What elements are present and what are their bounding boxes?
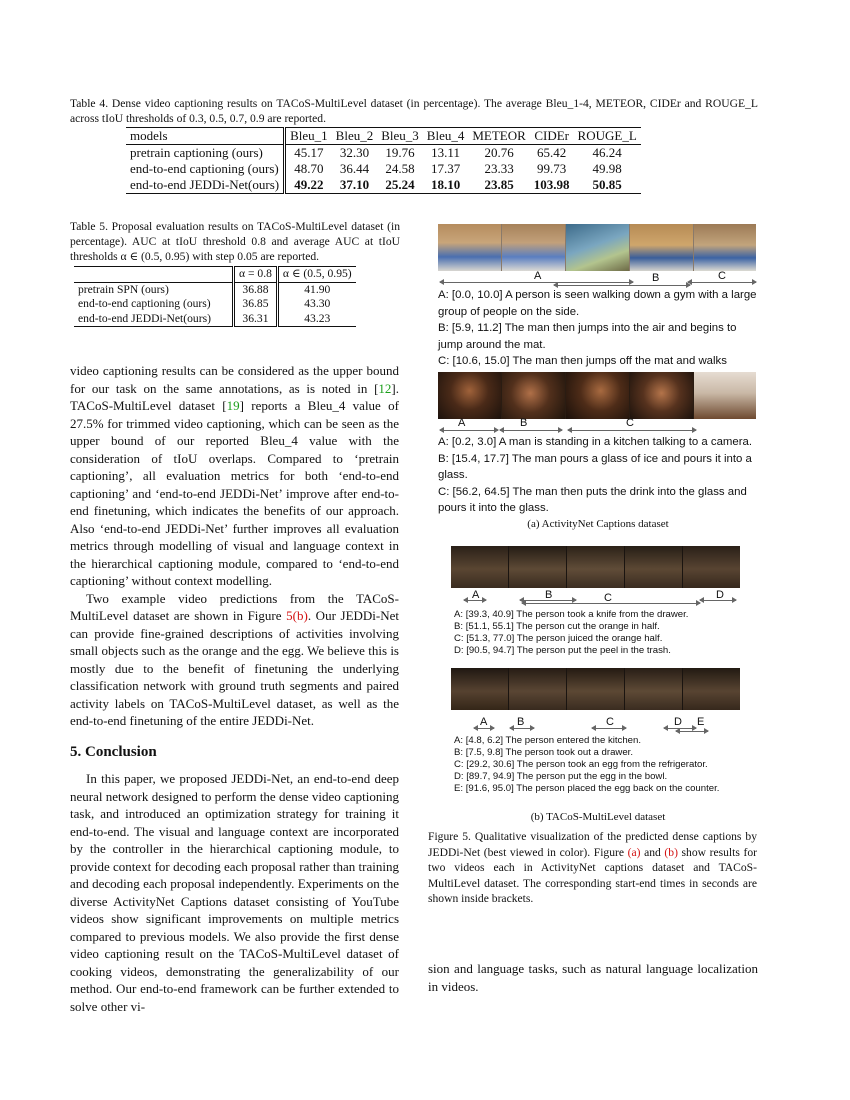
- segment-label: D: [716, 589, 724, 601]
- text-run: video captioning results can be considered as the upper bound for our task on the same annotations, as is noted in [: [70, 363, 399, 396]
- caption-line: D: [90.5, 94.7] The person put the peel in the trash.: [454, 645, 671, 656]
- table-cell: pretrain SPN (ours): [78, 282, 169, 296]
- text-run: ]. TACoS-MultiLevel dataset [: [70, 380, 399, 413]
- video-frame: [625, 668, 682, 710]
- segment-label: B: [652, 272, 660, 284]
- table-cell: 36.85: [234, 297, 278, 312]
- text-run: . Our JEDDi-Net can provide fine-grained descriptions of activities involving small objects such as the orange and the egg. We believe this is mostly due to the benefit of finetuning the underlying classification network with ground truth segments and paired activity labels on TACoS-MultiLevel dataset, as well as the end-to-end finetuning of the entire JEDDi-Net.: [70, 608, 399, 728]
- segment-arrow: [688, 282, 756, 283]
- segment-arrow: [568, 430, 696, 431]
- paragraph: [70, 590, 399, 730]
- segment-label: B: [520, 417, 528, 429]
- table-row: [126, 145, 641, 162]
- segment-label: A: [480, 716, 488, 728]
- segment-label: D: [674, 716, 682, 728]
- video-frame: [683, 668, 740, 710]
- caption-line: C: [56.2, 64.5] The man then puts the drink into the glass and pours it into the glass.: [438, 485, 747, 514]
- paragraph: sion and language tasks, such as natural language localization in videos.: [428, 961, 758, 994]
- video-frame: [566, 224, 629, 271]
- video-frame: [567, 668, 624, 710]
- paragraph: In this paper, we proposed JEDDi-Net, an end-to-end deep neural network designed to perform the dense video captioning task, and introduced an optimization strategy for training it end-to-end. The visual and language context are incorporated by the controller in the hierarchical captioning module, to provide context for decoding each proposal rather than training and decoding each proposal independently. Experiments on the diverse ActivityNet Captions dataset consisting of YouTube videos show significant improvements on multiple metrics compared to previous models. We also provide the first dense video captioning result on the TACoS-MultiLevel dataset of cooking videos, demonstrating the generalizability of our method. Our end-to-end framework can be further extended to solve other vi-: [70, 771, 399, 1014]
- table-cell-bold: 49.22: [294, 177, 324, 192]
- subfigure-a-caption: (a) ActivityNet Captions dataset: [527, 518, 669, 530]
- segment-label: E: [697, 716, 705, 728]
- video-frame: [451, 546, 508, 588]
- table-cell: end-to-end JEDDi-Net(ours): [74, 312, 234, 327]
- figure-ref-link[interactable]: 5(b): [286, 608, 308, 623]
- video-frame: [566, 372, 629, 419]
- segment-arrow: [554, 285, 690, 286]
- caption-line: C: [51.3, 77.0] The person juiced the orange half.: [454, 633, 663, 644]
- table4-header-cell: CIDEr: [530, 128, 574, 145]
- table-cell: 48.70: [285, 161, 332, 177]
- caption-line: D: [89.7, 94.9] The person put the egg in the bowl.: [454, 771, 668, 782]
- table-cell-bold: 50.85: [592, 177, 622, 192]
- table-cell: [530, 177, 574, 194]
- caption-line: B: [5.9, 11.2] The man then jumps into the air and begins to jump around the mat.: [438, 322, 737, 351]
- text-run: Two example video predictions from the TACoS-MultiLevel dataset are shown in Figure: [70, 590, 399, 623]
- caption-line: A: [0.0, 10.0] A person is seen walking down a gym with a large group of people on the side.: [438, 289, 757, 318]
- caption-line: B: [51.1, 55.1] The person cut the orange in half.: [454, 621, 660, 632]
- table-row: [74, 282, 356, 297]
- video1-frames: [438, 224, 756, 271]
- video-frame: [630, 224, 693, 271]
- video-frame: [451, 668, 508, 710]
- table5: [74, 266, 356, 327]
- segment-label: C: [606, 716, 614, 728]
- table-cell: end-to-end JEDDi-Net(ours): [126, 177, 285, 194]
- right-column-text: [428, 960, 758, 995]
- caption-line: E: [91.6, 95.0] The person placed the egg back on the counter.: [454, 783, 720, 794]
- video-frame: [438, 372, 501, 419]
- table5-caption: Table 5. Proposal evaluation results on TACoS-MultiLevel dataset (in percentage). AUC at tIoU threshold 0.8 and average AUC at tIoU thresholds α ∈ (0.5, 0.95) with step 0.05 are reported.: [70, 220, 400, 263]
- table-cell: [423, 177, 469, 194]
- segment-arrow: [474, 728, 494, 729]
- table-cell: 20.76: [484, 145, 514, 160]
- table4-caption: Table 4. Dense video captioning results on TACoS-MultiLevel dataset (in percentage). The average Bleu_1-4, METEOR, CIDEr and ROUGE_L across tIoU thresholds of 0.3, 0.5, 0.7, 0.9 are reported.: [70, 97, 758, 125]
- segment-label: B: [517, 716, 525, 728]
- table4-header-cell: METEOR: [468, 128, 529, 145]
- segment-arrow: [510, 728, 534, 729]
- video-frame: [438, 224, 501, 271]
- table-cell: 24.58: [385, 161, 415, 176]
- figure-ref-link[interactable]: (b): [664, 845, 678, 859]
- text-run: ] reports a Bleu_4 value of 27.5% for trimmed video captioning, which can be seen as the upper bound of our reported Bleu_4 value with the consideration of tIoU overlaps. Compared to ‘pretrain captioning’, all evaluation metrics for both ‘end-to-end captioning’ and ‘end-to-end JEDDi-Net’ improve after end-to-end finetuning, which indicates the benefits of our approach. Also ‘end-to-end JEDDi-Net’ further improves all evaluation metrics through modelling of visual and language context in the hierarchical captioning module, compared to ‘end-to-end captioning’ without context modelling.: [70, 398, 399, 588]
- table-cell: 36.31: [234, 312, 278, 327]
- video-frame: [683, 546, 740, 588]
- segment-arrow: [592, 728, 626, 729]
- table-cell: 49.98: [592, 161, 622, 176]
- table-cell: 13.11: [431, 145, 460, 160]
- table4-header-cell: ROUGE_L: [574, 128, 641, 145]
- video4-captions: [454, 735, 754, 795]
- segment-label: C: [626, 417, 634, 429]
- text-run: Figure 5. Qualitative visualization of the predicted dense captions by JEDDi-Net (best viewed in color). Figure: [428, 830, 757, 859]
- table4-header-cell: Bleu_4: [423, 128, 469, 145]
- table5-header-cell: α ∈ (0.5, 0.95): [277, 267, 355, 283]
- figure-ref-link[interactable]: (a): [627, 845, 641, 859]
- video-frame: [694, 372, 756, 419]
- table-cell: [332, 177, 378, 194]
- table5-header-row: [74, 267, 356, 283]
- table-cell: 36.44: [339, 161, 370, 176]
- segment-arrow: [440, 282, 633, 283]
- table-cell-bold: 23.85: [484, 177, 514, 192]
- video-frame: [694, 224, 756, 271]
- video3-frames: [451, 546, 740, 588]
- table4-header-cell: Bleu_3: [377, 128, 423, 145]
- video-frame: [567, 546, 624, 588]
- table-cell: 43.30: [304, 297, 331, 310]
- table-cell: end-to-end captioning (ours): [78, 297, 211, 310]
- video2-captions: [438, 434, 758, 517]
- table-cell: [468, 177, 529, 194]
- segment-label: A: [458, 417, 466, 429]
- citation-link[interactable]: 12: [378, 380, 392, 396]
- table-cell: 17.37: [430, 161, 461, 176]
- table-cell: 36.88: [234, 282, 278, 297]
- video-frame: [502, 224, 565, 271]
- video3-captions: [454, 609, 754, 657]
- table-cell: 32.30: [339, 145, 370, 160]
- table4: [126, 127, 641, 194]
- caption-line: A: [0.2, 3.0] A man is standing in a kitchen talking to a camera.: [438, 436, 753, 448]
- table-cell: end-to-end captioning (ours): [130, 161, 279, 176]
- table5-header-cell: [74, 267, 234, 283]
- segment-arrow: [440, 430, 498, 431]
- table-cell: [574, 177, 641, 194]
- table-cell-bold: 103.98: [533, 177, 570, 192]
- table-cell: 99.73: [537, 161, 567, 176]
- table-cell: 43.23: [277, 312, 355, 327]
- caption-line: A: [4.8, 6.2] The person entered the kitchen.: [454, 735, 642, 746]
- segment-label: B: [545, 589, 553, 601]
- segment-arrow: [676, 731, 708, 732]
- text-run: and: [640, 845, 665, 859]
- table-cell: 23.33: [484, 161, 514, 176]
- video-frame: [630, 372, 693, 419]
- segment-label: A: [534, 270, 542, 282]
- caption-line: B: [15.4, 17.7] The man pours a glass of ice and pours it into a glass.: [438, 452, 752, 481]
- left-column-text: [70, 362, 399, 1015]
- table4-header-row: [126, 128, 641, 145]
- subfigure-b-caption: (b) TACoS-MultiLevel dataset: [530, 811, 666, 823]
- table-cell-bold: 25.24: [385, 177, 415, 192]
- caption-line: A: [39.3, 40.9] The person took a knife from the drawer.: [454, 609, 689, 620]
- table4-header-cell: Bleu_1: [285, 128, 332, 145]
- video-frame: [502, 372, 565, 419]
- table-row: [126, 161, 641, 177]
- text-run: show results for two videos each in ActivityNet captions dataset and TACoS-MultiLevel dataset. The corresponding start-end times in seconds are shown inside brackets.: [428, 845, 757, 905]
- table-cell: [285, 177, 332, 194]
- citation-link[interactable]: 19: [226, 398, 240, 413]
- table-cell: pretrain captioning (ours): [130, 145, 263, 160]
- table-cell: 19.76: [385, 145, 415, 160]
- video-frame: [625, 546, 682, 588]
- segment-label: C: [718, 270, 726, 282]
- video2-frames: [438, 372, 756, 419]
- segment-label: A: [472, 589, 480, 601]
- segment-arrow: [500, 430, 562, 431]
- video-frame: [509, 668, 566, 710]
- table-row: [126, 177, 641, 194]
- segment-label: C: [604, 592, 612, 604]
- table-cell-bold: 18.10: [430, 177, 461, 192]
- table-cell-bold: 37.10: [339, 177, 370, 192]
- table4-header-cell: Bleu_2: [332, 128, 378, 145]
- caption-line: C: [29.2, 30.6] The person took an egg from the refrigerator.: [454, 759, 708, 770]
- table5-header-cell: α = 0.8: [234, 267, 278, 283]
- section-heading: 5. Conclusion: [70, 743, 157, 760]
- table-cell: 45.17: [285, 145, 332, 162]
- paragraph: [70, 362, 399, 590]
- table4-header-cell: models: [126, 128, 285, 145]
- table-cell: [377, 177, 423, 194]
- caption-line: B: [7.5, 9.8] The person took out a drawer.: [454, 747, 634, 758]
- table-cell: 65.42: [537, 145, 567, 160]
- segment-arrow: [664, 728, 696, 729]
- table-row: [74, 297, 356, 312]
- caption-line: C: [10.6, 15.0] The man then jumps off the mat and walks: [438, 355, 727, 367]
- table-cell: 41.90: [304, 282, 331, 296]
- figure5-caption: [428, 829, 757, 907]
- video4-frames: [451, 668, 740, 710]
- table-cell: 46.24: [592, 145, 622, 160]
- table-row: [74, 312, 356, 327]
- video-frame: [509, 546, 566, 588]
